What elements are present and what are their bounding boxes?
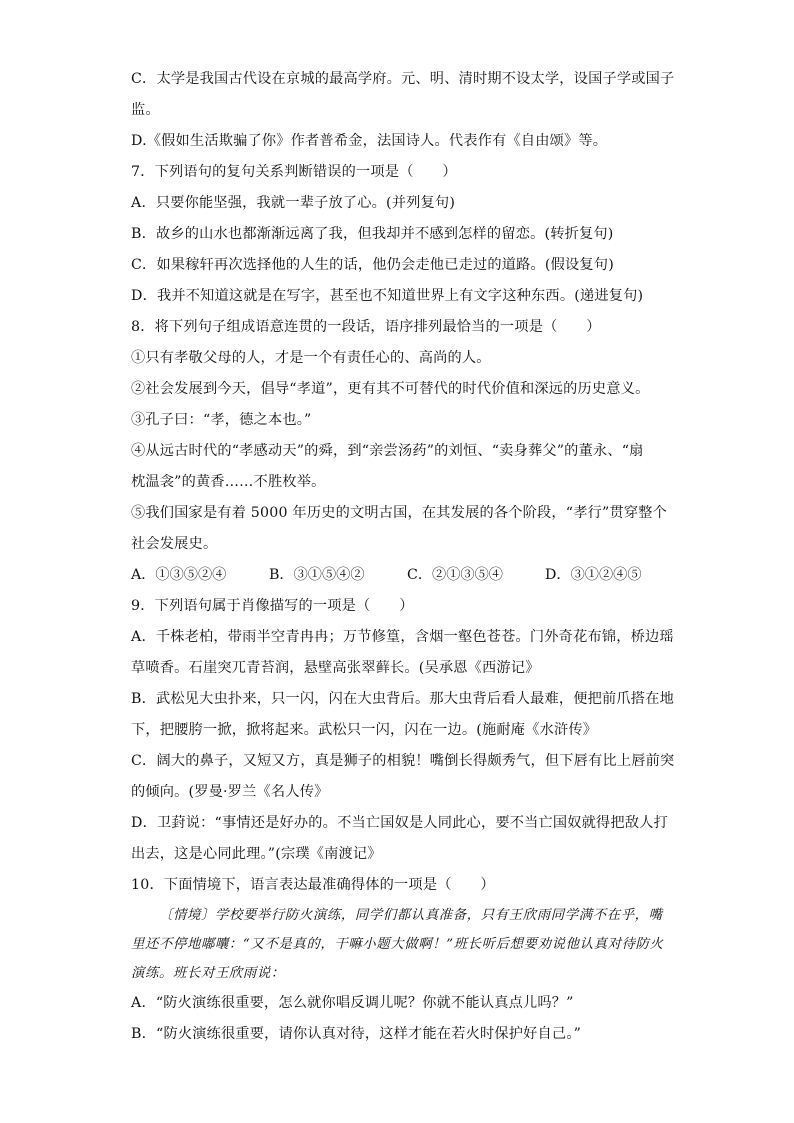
question-8-sentence-3: ③孔子曰：“孝，德之本也。” [131,412,312,428]
question-7-stem: 7．下列语句的复句关系判断错误的一项是（ ） [131,164,457,180]
question-8-sentence-4: ④从远古时代的“孝感动天”的舜，到“亲尝汤药”的刘恒、“卖身葬父”的董永、“扇 [131,443,644,459]
question-10-scenario: 〔情境〕学校要举行防火演练，同学们都认真准备，只有王欣雨同学满不在乎，嘴里还不停地嘟囔：“又不是真的，干嘛小题大做啊！”班长听后想要劝说他认真对待防火演练。班长对王欣雨说： [131,908,664,981]
question-8-option-d: D．③①②④⑤ [545,567,642,583]
question-8-stem: 8．将下列句子组成语意连贯的一段话，语序排列最恰当的一项是（ ） [131,319,601,335]
question-9-option-b: B．武松见大虫扑来，只一闪，闪在大虫背后。那大虫背后看人最难，便把前爪搭在地 [131,691,674,707]
question-7-option-b: B．故乡的山水也都渐渐远离了我，但我却并不感到怎样的留恋。(转折复句) [131,226,614,242]
question-8-option-c: C．②①③⑤④ [407,567,503,583]
question-7-option-c: C．如果稼轩再次选择他的人生的话，他仍会走他已走过的道路。(假设复句) [131,257,614,273]
option-c-taixue: C．太学是我国古代设在京城的最高学府。元、明、清时期不设太学，设国子学或国子 [131,71,675,87]
question-8-sentence-5-continued: 社会发展史。 [131,536,218,552]
question-9-option-d: D．卫葑说：“事情还是好办的。不当亡国奴是人同此心，要不当亡国奴就得把敌人打 [131,815,668,831]
question-7-option-a: A．只要你能坚强，我就一辈子放了心。(并列复句) [131,195,456,211]
question-8-sentence-1: ①只有孝敬父母的人，才是一个有责任心的、高尚的人。 [131,350,491,366]
question-8-options [131,560,671,591]
question-8-sentence-4-continued: 枕温衾”的黄香……不胜枚举。 [131,474,326,490]
option-c-taixue-continued: 监。 [131,102,160,118]
question-9-option-a: A．千株老柏，带雨半空青冉冉；万节修篁，含烟一壑色苍苍。门外奇花布锦，桥边瑶 [131,629,674,645]
question-8-option-a: A．①③⑤②④ [131,567,227,583]
question-8-sentence-2: ②社会发展到今天，倡导“孝道”，更有其不可替代的时代价值和深远的历史意义。 [131,381,650,397]
question-10-option-b: B．“防火演练很重要，请你认真对待，这样才能在若火时保护好自己。” [131,1026,582,1042]
question-7-option-d: D．我并不知道这就是在写字，甚至也不知道世界上有文字这种东西。(递进复句) [131,288,644,304]
question-9-option-c: C．阔大的鼻子，又短又方，真是狮子的相貌！嘴倒长得颇秀气，但下唇有比上唇前突 [131,753,675,769]
question-8-sentence-5: ⑤我们国家是有着 5000 年历史的文明古国，在其发展的各个阶段，“孝行”贯穿整个 [131,505,668,521]
question-9-option-c-continued: 的倾向。(罗曼·罗兰《名人传》 [131,784,329,800]
exam-page [131,64,675,1050]
question-9-stem: 9．下列语句属于肖像描写的一项是（ ） [131,598,414,614]
question-9-option-a-continued: 草喷香。石崖突兀青苔润，悬壁高张翠藓长。(吴承恩《西游记》 [131,660,540,676]
question-9-option-b-continued: 下，把腰胯一掀，掀将起来。武松只一闪，闪在一边。(施耐庵《水浒传》 [131,722,598,738]
option-d-pushkin: D.《假如生活欺骗了你》作者普希金，法国诗人。代表作有《自由颂》等。 [131,133,608,149]
question-8-option-b: B．③①⑤④② [269,567,365,583]
question-9-option-d-continued: 出去，这是心同此理。”(宗璞《南渡记》 [131,846,382,862]
question-10-stem: 10．下面情境下，语言表达最准确得体的一项是（ ） [131,877,495,893]
question-10-option-a: A．“防火演练很重要，怎么就你唱反调儿呢？你就不能认真点儿吗？” [131,995,574,1011]
